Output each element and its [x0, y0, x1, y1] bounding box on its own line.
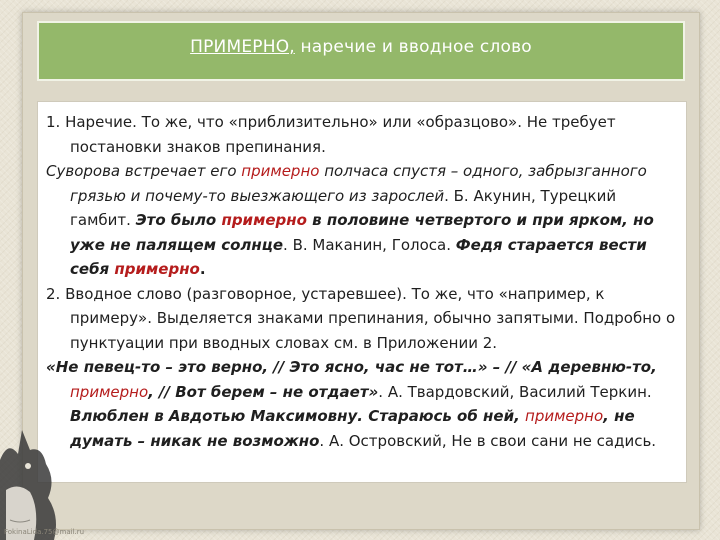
example-text: , // Вот берем – не отдает» [148, 382, 379, 401]
slide [22, 12, 700, 530]
example-text: Суворова встречает его [46, 162, 242, 180]
attribution: . Б. Акунин, Турецкий гамбит. [70, 186, 617, 229]
title-box [37, 21, 685, 81]
highlight-word: примерно [525, 407, 604, 425]
paragraph-parenthetical: 2. Вводное слово (разговорное, устаревшее). То же, что «например, к примеру». Выделяется знаками препинания, обычно запятыми. Подробно о пунктуации при вводных словах см. в Приложении 2. [46, 284, 676, 352]
highlight-word: примерно [241, 162, 320, 180]
title-keyword: ПРИМЕРНО, [190, 37, 295, 57]
highlight-word: примерно [114, 260, 200, 278]
paragraph-adverb-examples [46, 159, 676, 282]
example-text: «Не певец-то – это верно, // Это ясно, час не тот…» – // «А деревню-то, [46, 358, 657, 376]
example-text: Это было [135, 211, 222, 229]
cat-illustration [0, 420, 64, 540]
slide-title [39, 37, 683, 57]
attribution: . А. Твардовский, Василий Теркин. [378, 382, 652, 401]
highlight-word: примерно [70, 382, 149, 401]
example-text: полчаса спустя – одного, забрызганного грязью и почему-то выезжающего из зарослей [70, 162, 647, 205]
attribution: . А. Островский, Не в свои сани не садись. [319, 431, 657, 450]
attribution: . В. Маканин, Голоса. [283, 235, 456, 254]
content-box [37, 101, 687, 483]
example-text: Влюблен в Авдотью Максимовну. Стараюсь об ней, [70, 407, 526, 425]
example-text: Федя старается вести себя [70, 235, 647, 278]
highlight-word: примерно [221, 211, 307, 229]
paragraph-adverb: 1. Наречие. То же, что «приблизительно» или «образцово». Не требует постановки знаков препинания. [46, 113, 616, 156]
example-text: . [199, 260, 206, 278]
content-text [46, 110, 676, 453]
example-text: в половине четвертого и при ярком, но уже не палящем солнце [70, 211, 654, 254]
title-rest: наречие и вводное слово [294, 37, 532, 57]
paragraph-parenthetical-examples [46, 355, 676, 453]
watermark: FokinaLida.75@mail.ru [4, 528, 85, 536]
example-text: , не думать – никак не возможно [70, 407, 635, 450]
